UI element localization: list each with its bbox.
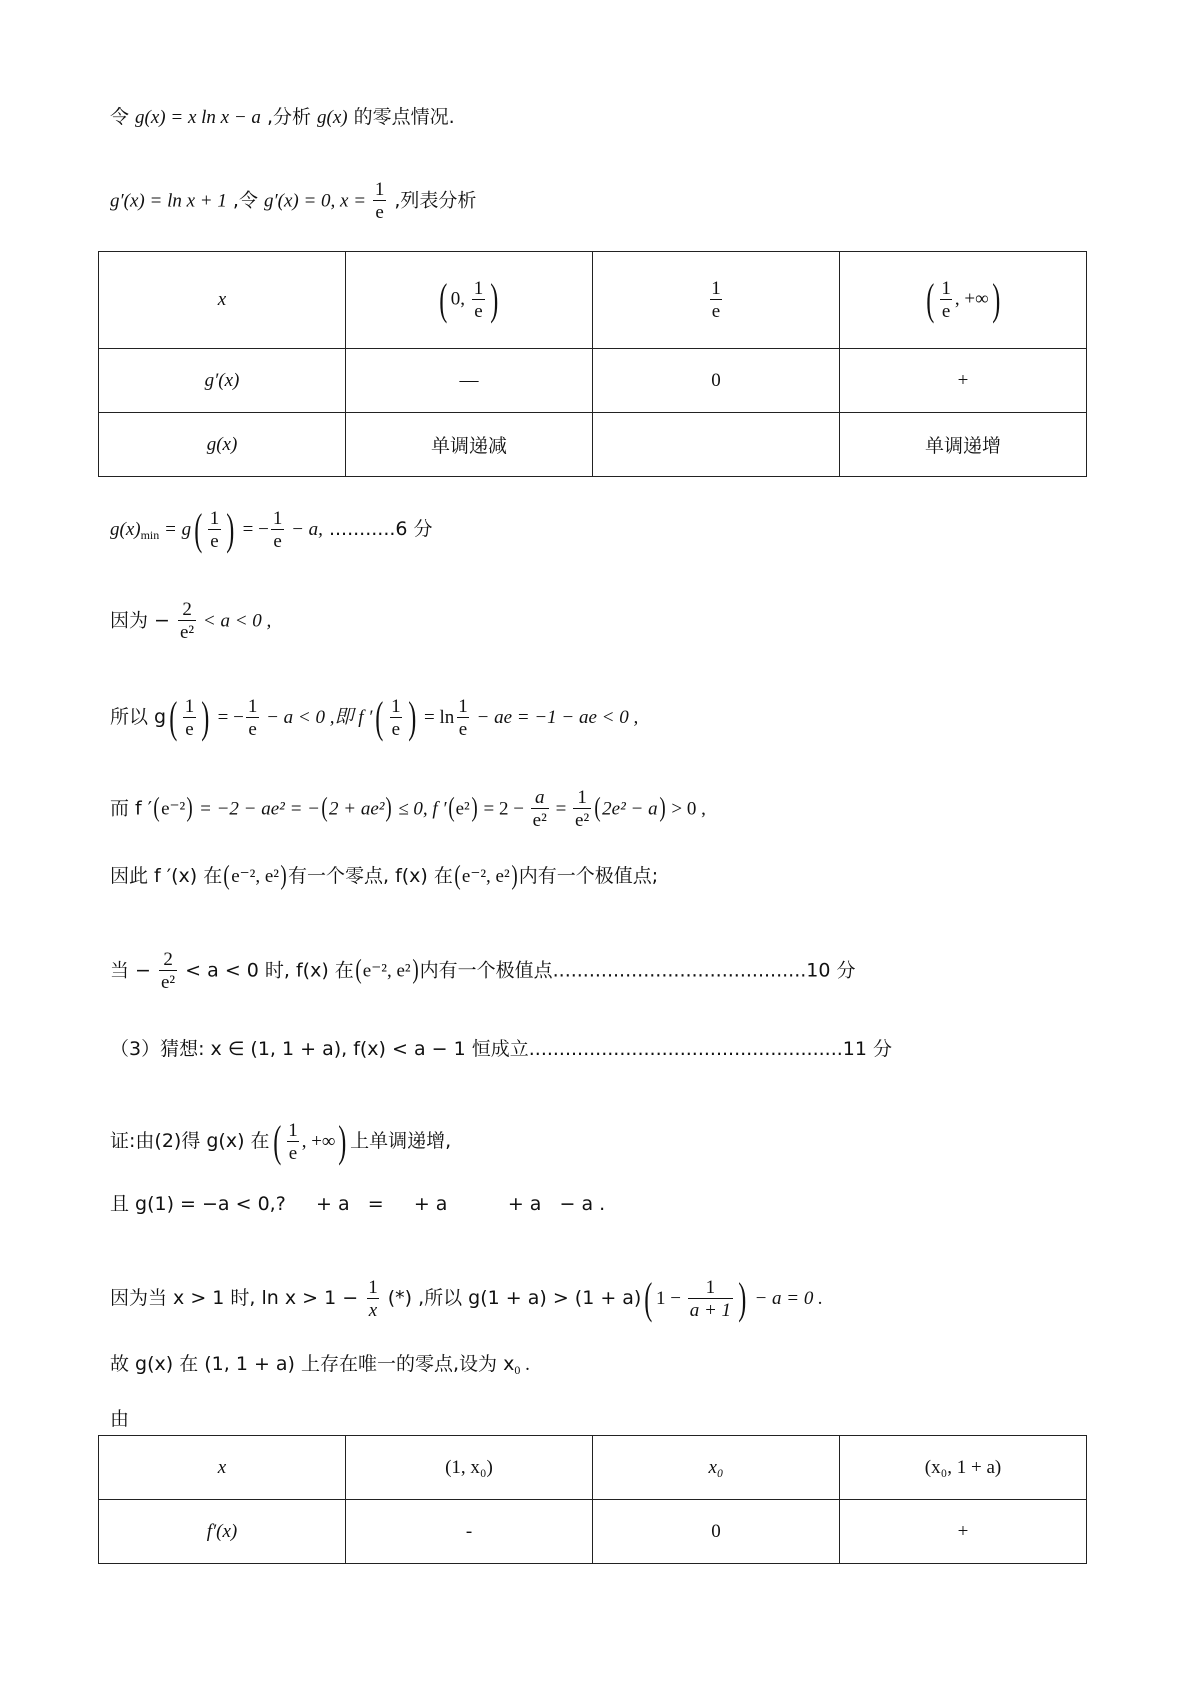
table-row — [99, 413, 1087, 477]
line-and: 而 f ′(e⁻²) = −2 − ae² = −(2 + ae²) ≤ 0, f ′(e²) = 2 − $\frac{a}{\text{e²}}$ = $\frac{1}{\text{e²}}$ (2e² − a) > 0 , — [110, 787, 706, 831]
fraction: $\frac{1}{x}$ — [368, 1276, 378, 1321]
line-so: 所以 g( $\frac{1}{e}$ ) = − $\frac{1}{e}$ − a < 0 ,即 f ′( $\frac{1}{e}$ ) = ln $\frac{1}{e}$ − ae = −1 − ae < 0 , — [110, 693, 639, 742]
sign-table-f — [98, 1435, 1087, 1564]
text: < a < 0 时, f(x) 在 — [179, 959, 354, 982]
line-gmin: $g(x)_{min} = g$( $\frac{1}{e}$ ) = − $\frac{1}{e}$ − a, ...........6 分 — [110, 505, 433, 554]
fraction: $\frac{1}{a + 1}$ — [689, 1276, 732, 1321]
table-cell: ( 0, $\frac{1}{e}$ ) — [346, 252, 593, 349]
table-cell: 0 — [593, 349, 840, 413]
text: ,分析 — [260, 106, 318, 128]
line-derivative — [110, 180, 476, 223]
score: ..........................................10 分 — [552, 959, 856, 982]
line-therefore: 故 g(x) 在 (1, 1 + a) 上存在唯一的零点,设为 $x_0$ . — [110, 1353, 530, 1377]
table-cell: f′(x) — [99, 1500, 346, 1564]
text: 证:由(2)得 g(x) 在 — [110, 1130, 270, 1152]
text: 而 f ′ — [110, 797, 153, 820]
table-cell: (x₀, 1 + a) — [840, 1436, 1087, 1500]
text: 且 g(1) = −a < 0,? + a = + a + a − a . — [110, 1193, 606, 1215]
table-cell: x — [99, 252, 346, 349]
table-cell: x₀ — [593, 1436, 840, 1500]
table-cell: + — [840, 349, 1087, 413]
text: 因此 f ′(x) 在 — [110, 865, 223, 887]
table-cell: x — [99, 1436, 346, 1500]
line-conjecture — [110, 1040, 892, 1059]
text: (*) ,所以 g(1 + a) > (1 + a) — [381, 1287, 642, 1309]
formula: g′(x) = 0, x = — [263, 190, 371, 212]
fraction: $\frac{a}{\text{e²}}$ — [532, 787, 547, 831]
text: ,令 — [226, 189, 264, 212]
fraction: $\frac{2}{\text{e²}}$ — [161, 949, 176, 993]
formula: = g — [159, 519, 192, 540]
text: 的零点情况. — [347, 106, 455, 128]
fraction: $\frac{1}{e}$ — [247, 695, 258, 740]
fraction: $\frac{2}{\text{e²}}$ — [180, 599, 195, 643]
text: 内有一个极值点 — [419, 959, 553, 982]
text: 因为 − — [110, 609, 176, 632]
line-since: 因为当 x > 1 时, ln x > 1 − $\frac{1}{x}$ (*) ,所以 g(1 + a) > (1 + a)( 1 − $\frac{1}{a + 1}$ ) − a = 0 . — [110, 1274, 823, 1323]
table-cell: (1, x₀) — [346, 1436, 593, 1500]
text: 所以 g — [110, 706, 167, 728]
table-row — [99, 252, 1087, 349]
line-when: 当 − $\frac{2}{\text{e²}}$ < a < 0 时, f(x) 在(e⁻², e²)内有一个极值点..........................................10 分 — [110, 949, 856, 993]
table-cell — [593, 413, 840, 477]
fraction: $\frac{1}{e}$ — [272, 507, 283, 552]
formula: − a < 0 ,即 f ′ — [261, 707, 373, 728]
table-row — [99, 1500, 1087, 1564]
line-hence: 因此 f ′(x) 在(e⁻², e²)有一个零点, f(x) 在(e⁻², e²)内有一个极值点; — [110, 860, 659, 890]
fraction: $\frac{1}{e}$ — [391, 695, 401, 740]
formula: = ln — [419, 707, 455, 728]
text: （3）猜想: x ∈ (1, 1 + a), f(x) < a − 1 恒成立 — [110, 1038, 529, 1060]
fraction: $\frac{1}{\text{e²}}$ — [575, 787, 590, 831]
score: ...........6 分 — [322, 518, 433, 540]
table-cell: - — [346, 1500, 593, 1564]
subscript: min — [140, 528, 160, 542]
subscript: 0 — [514, 1363, 521, 1377]
table-cell: g′(x) — [99, 349, 346, 413]
table-cell: 单调递增 — [840, 413, 1087, 477]
text: ,列表分析 — [388, 189, 477, 212]
text: 因为当 x > 1 时, ln x > 1 − — [110, 1287, 365, 1309]
sign-table-g — [98, 251, 1087, 477]
formula: − ae = −1 − ae < 0 , — [471, 707, 639, 728]
table-cell: — — [346, 349, 593, 413]
text: 由 — [110, 1408, 130, 1430]
text: 内有一个极值点; — [518, 865, 659, 887]
formula: = − — [237, 519, 269, 540]
table-row — [99, 349, 1087, 413]
text: 当 − — [110, 959, 157, 982]
text: 故 g(x) 在 (1, 1 + a) 上存在唯一的零点,设为 x — [110, 1353, 515, 1375]
line-because — [110, 600, 271, 643]
formula: g(x) — [110, 519, 141, 540]
table-cell: 单调递减 — [346, 413, 593, 477]
fraction: $\frac{1}{e}$ — [374, 179, 385, 223]
fraction: $\frac{1}{e}$ — [288, 1119, 298, 1164]
table-cell: 0 — [593, 1500, 840, 1564]
table-cell: + — [840, 1500, 1087, 1564]
line-from — [110, 1410, 129, 1429]
table-cell: ( $\frac{1}{e}$ , +∞) — [840, 252, 1087, 349]
text: 上单调递增, — [350, 1130, 452, 1152]
fraction: $\frac{1}{e}$ — [184, 695, 195, 740]
fraction: $\frac{1}{e}$ — [209, 507, 220, 552]
formula: = − — [212, 707, 244, 728]
formula: g(x) = x ln x − a — [135, 107, 261, 128]
table-cell: $\frac{1}{e}$ — [593, 252, 840, 349]
formula: − a, — [286, 519, 323, 540]
score: ....................................................11 分 — [528, 1038, 893, 1060]
table-row — [99, 1436, 1087, 1500]
text: 令 — [110, 106, 136, 128]
line-g1 — [110, 1195, 605, 1214]
line-intro — [110, 108, 455, 127]
formula: g(x) — [317, 107, 348, 128]
line-proof: 证:由(2)得 g(x) 在( $\frac{1}{e}$ , +∞) 上单调递增, — [110, 1117, 452, 1166]
formula: g′(x) = ln x + 1 — [110, 190, 227, 212]
table-cell: g(x) — [99, 413, 346, 477]
formula: < a < 0 , — [198, 610, 272, 632]
text: 有一个零点, f(x) 在 — [288, 865, 453, 887]
fraction: $\frac{1}{e}$ — [458, 695, 468, 740]
